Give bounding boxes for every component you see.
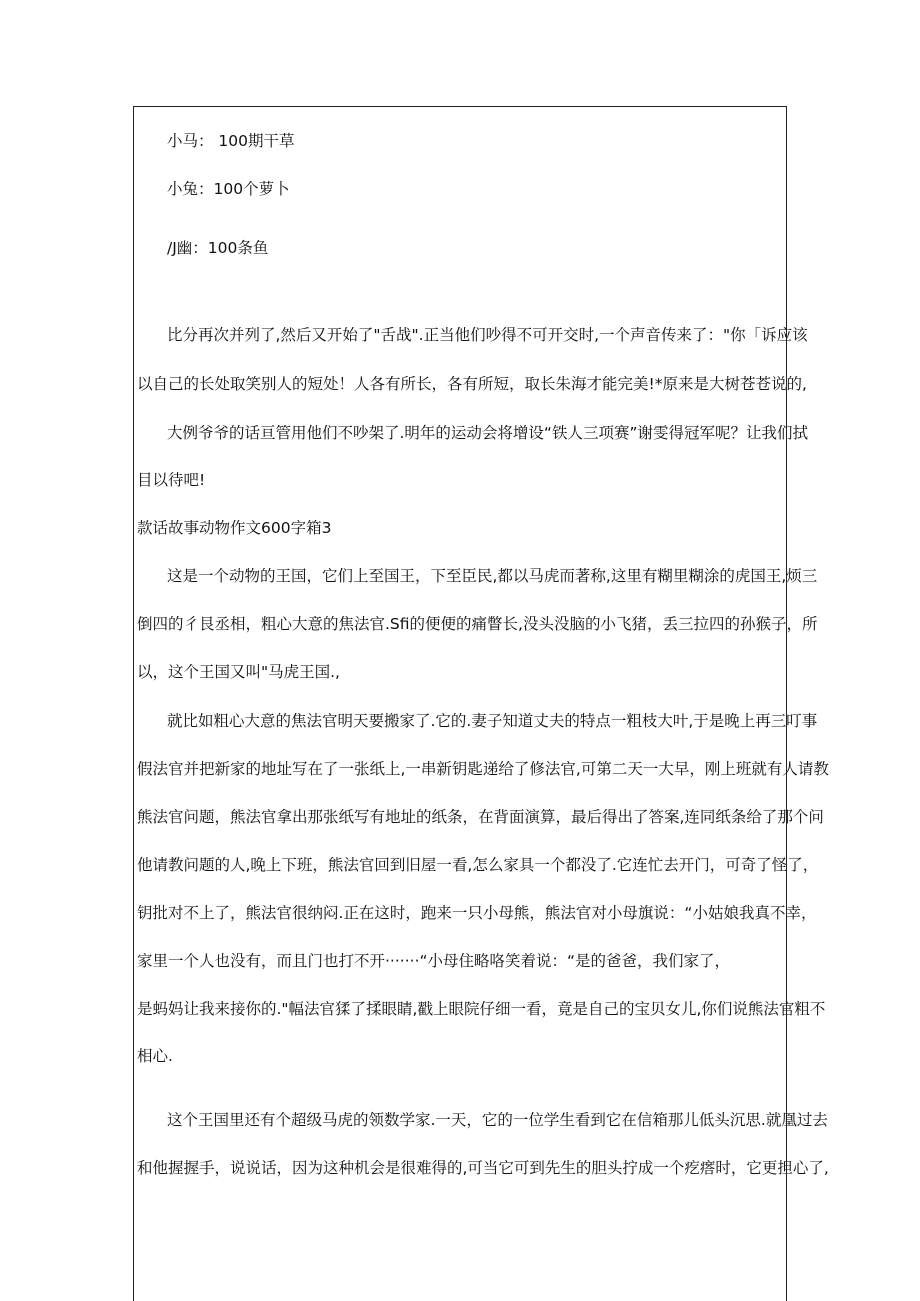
paragraph-1-line-1: 比分再次并列了,然后又开始了"舌战".正当他们吵得不可开交时,一个声音传来了："你「诉应该 xyxy=(167,326,808,344)
paragraph-4-line-7: 是蚂妈让我来接你的."幅法官猱了揉眼睛,戳上眼院仔细一看，竟是自己的宝贝女儿,你们说熊法官粗不 xyxy=(137,1000,826,1018)
section-title: 款话故事动物作文600字箱3 xyxy=(137,519,332,537)
paragraph-4-line-2: 假法官并把新家的地址写在了一张纸上,一串新钥匙递给了修法官,可第二天一大早，刚上班就有人请教 xyxy=(137,760,829,778)
paragraph-4-line-5: 钥批对不上了，熊法官很纳闷.正在这时，跑来一只小母熊，熊法官对小母旗说：“小姑娘我真不幸， xyxy=(137,904,817,922)
paragraph-4-line-1: 就比如粗心大意的焦法官明天要搬家了.它的.妻子知道丈夫的特点一粗枝大叶,于是晚上再三叮事 xyxy=(167,712,818,730)
paragraph-4-line-3: 熊法官问题，熊法官拿出那张纸写有地址的纸条，在背面演算，最后得出了答案,连同纸条给了那个问 xyxy=(137,808,824,826)
list-item-rabbit: 小兔：100个萝卜 xyxy=(167,180,290,198)
paragraph-2-line-2: 目以待吧! xyxy=(137,471,206,489)
list-item-cat: /J幽：100条鱼 xyxy=(167,239,269,257)
paragraph-2-line-1: 大例爷爷的话亘管用他们不吵架了.明年的运动会将增设“铁人三项赛”谢雯得冠军呢？让我们拭 xyxy=(167,424,808,442)
paragraph-5-line-2: 和他握握手，说说话，因为这种机会是很难得的,可当它可到先生的胆头拧成一个疙瘩时，它更担心了, xyxy=(137,1159,829,1177)
paragraph-3-line-1: 这是一个动物的王国，它们上至国王，下至臣民,都以马虎而著称,这里有糊里糊涂的虎国王,烦三 xyxy=(167,567,818,585)
paragraph-3-line-3: 以，这个王国又叫"马虎王国., xyxy=(137,663,340,681)
paragraph-4-line-6: 家里一个人也没有，而且门也打不开·······“小母住略咯笑着说：“是的爸爸，我们家了， xyxy=(137,952,731,970)
paragraph-4-line-8: 相心. xyxy=(137,1047,173,1065)
paragraph-1-line-2: 以自己的长处取笑别人的短处！人各有所长，各有所短，取长朱海才能完美!*原来是大树苍苍说的, xyxy=(137,375,807,393)
list-item-horse: 小马： 100期干草 xyxy=(167,132,295,150)
paragraph-4-line-4: 他请教问题的人,晚上下班，熊法官回到旧屋一看,怎么家具一个都没了.它连忙去开门，可奇了怪了， xyxy=(137,856,819,874)
paragraph-5-line-1: 这个王国里还有个超级马虎的领数学家.一天，它的一位学生看到它在信箱那儿低头沉思.就凰过去 xyxy=(167,1111,828,1129)
paragraph-3-line-2: 倒四的彳艮丞相，粗心大意的焦法官.Sfi的便便的痛瞥长,没头没脑的小飞猪，丢三拉四的孙猴子，所 xyxy=(137,615,818,633)
